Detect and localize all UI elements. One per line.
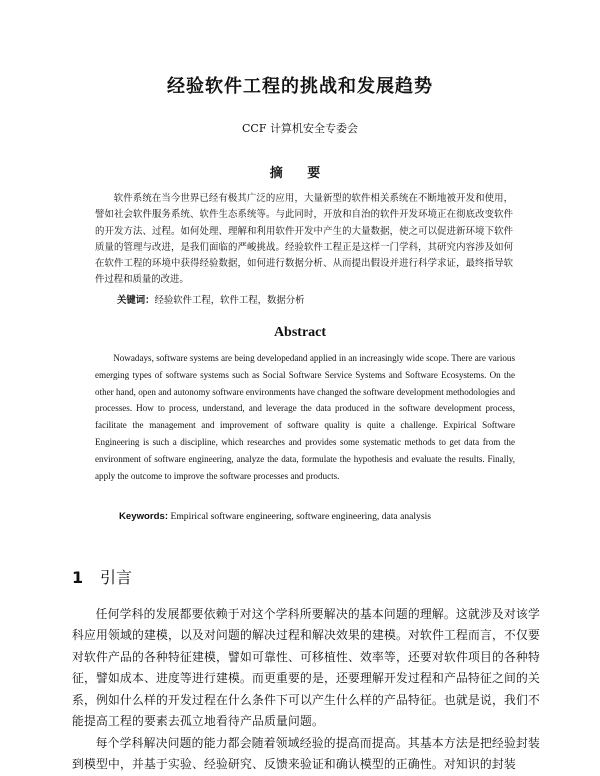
keywords-cn-label: 关键词： [117,295,155,306]
body-paragraph-1: 任何学科的发展都要依赖于对这个学科所要解决的基本问题的理解。这就涉及对该学科应用领域的建模，以及对问题的解决过程和解决效果的建模。对软件工程而言，不仅要对软件产品的各种特征建模，譬如可靠性、可移植性、效率等，还要对软件项目的各种特征，譬如成本、进度等进行建模。而更重要的是，还要理解开发过程和产品特征之间的关系，例如什么样的开发过程在什么条件下可以产生什么样的产品特征。也就是说，我们不能提高工程的要素去孤立地看待产品质量问题。 [72,607,540,729]
paper-title: 经验软件工程的挑战和发展趋势 [167,76,433,97]
keywords-en-label: Keywords: [119,511,169,522]
body-paragraph-2: 每个学科解决问题的能力都会随着领域经验的提高而提高。其基本方法是把经验封装到模型中，并基于实验、经验研究、反馈来验证和确认模型的正确性。对知识的封装 [72,736,540,772]
abstract-cn-heading: 摘 要 [269,166,331,181]
keywords-en [119,511,519,522]
section-heading [72,565,132,588]
keywords-cn [117,292,517,306]
keywords-en-value: Empirical software engineering, software engineering, data analysis [170,511,431,522]
abstract-cn-text: 软件系统在当今世界已经有极其广泛的应用，大量新型的软件相关系统在不断地被开发和使用，譬如社会软件服务系统、软件生态系统等。与此同时，开放和自治的软件开发环境正在彻底改变软件的开发方法、过程。如何处理、理解和利用软件开发中产生的大量数据，使之可以促进新环境下软件质量的管理与改进，是我们面临的严峻挑战。经验软件工程正是这样一门学科，其研究内容涉及如何在软件工程的环境中获得经验数据，如何进行数据分析、从而提出假设并进行科学求证，最终指导软件过程和质量的改进。 [95,193,513,286]
section-title: 引言 [100,568,133,587]
section-number: 1 [72,568,84,587]
paper-author: CCF 计算机安全专委会 [242,122,358,135]
keywords-cn-value: 经验软件工程，软件工程，数据分析 [154,295,305,306]
abstract-en-heading: Abstract [273,325,327,340]
abstract-en-text: Nowadays, software systems are being developedand applied in an increasingly wide scope. There are various emerging types of software systems such as Social Software Service Systems and Software Ecosystems. On the other hand, open and autonomy software environments have changed the software development methodologies and processes. How to process, understand, and leverage the data produced in the software development process, facilitate the management and improvement of software quality is quite a challenge. Expirical Software Engineering is such a discipline, which researches and provides some systematic methods to get data from the environment of software engineering, analyze the data, formulate the hypothesis and evaluate the results. Finally, apply the outcome to improve the software processes and products. [95,353,515,481]
